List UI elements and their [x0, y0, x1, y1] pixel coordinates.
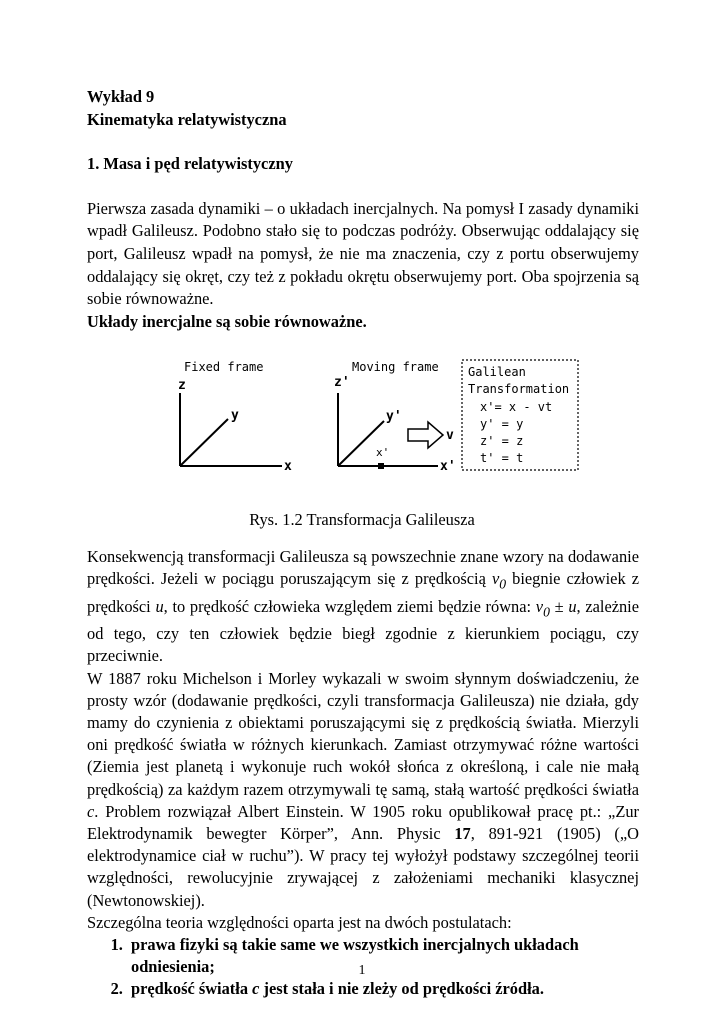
- volume-number: 17: [454, 824, 471, 843]
- postulates-intro: Szczególna teoria względności oparta jest na dwóch postulatach:: [87, 912, 512, 932]
- page-body: [87, 546, 639, 1001]
- v0-base: v: [491, 569, 500, 589]
- v0-subscript: 0: [543, 603, 550, 619]
- velocity-arrow-icon: [408, 422, 443, 448]
- text-run: prędkość światła: [131, 979, 253, 999]
- text-run: biegnie człowiek z prędkości: [87, 569, 639, 616]
- v0-base: v: [535, 596, 544, 616]
- box-title-line1: Galilean: [468, 365, 526, 379]
- text-run: . Problem rozwiązał Albert Einstein. W 1905 roku opublikował pracę pt.: „Zur Elektrodynamik bewegter Körper”, Ann. Physic: [87, 801, 639, 843]
- lecture-number: Wykład 9: [87, 87, 155, 106]
- section-heading: 1. Masa i pęd relatywistyczny: [87, 154, 293, 174]
- galilean-transformation-figure: [176, 356, 582, 476]
- v0-symbol: [491, 569, 507, 592]
- moving-frame-label: Moving frame: [352, 360, 439, 374]
- moving-x-label: x': [440, 459, 456, 474]
- lecture-topic: Kinematyka relatywistyczna: [87, 109, 287, 129]
- plus-minus: ±: [549, 596, 569, 616]
- text-run: W 1887 roku Michelson i Morley wykazali w swoim słynnym doświadczeniu, że prosty wzór (dodawanie prędkości, czyli transformacja Galileusza) nie działa, gdy mamy do czynienia z obiektami poruszającymi się z prędkością światła. Mierzyli oni prędkość światła w różnych kierunkach. Zamiast otrzymywać różne wartości (Ziemia jest planetą i wykonuje ruch wokół słońca z określoną, i cale nie małą prędkością) za każdym razem otrzymywali tę samą, stałą wartość prędkości światła: [87, 668, 639, 799]
- figure-caption: Rys. 1.2 Transformacja Galileusza: [249, 510, 475, 529]
- equation-y: y' = y: [480, 417, 524, 431]
- v0-symbol: [535, 596, 550, 619]
- u-symbol: u: [155, 596, 164, 616]
- text-run: , zależnie od tego, czy ten człowiek będzie biegł zgodnie z kierunkiem pociągu, czy przeciwnie.: [87, 596, 640, 666]
- fixed-x-label: x: [284, 459, 292, 474]
- c-symbol: c: [252, 979, 260, 999]
- x-prime-marker-label: x': [376, 446, 390, 459]
- bold-statement: Układy inercjalne są sobie równoważne.: [87, 311, 367, 331]
- equation-t: t' = t: [480, 451, 524, 465]
- text-run: , 891-921 (1905) („O elektrodynamice ciał w ruchu”). W pracy tej wyłożył podstawy szczególnej teorii względności, rewolucyjnie zrywającej z założeniami mechaniki klasycznej (Newtonowskiej).: [87, 824, 639, 910]
- equation-z: z' = z: [480, 434, 524, 448]
- velocity-label: v: [446, 428, 454, 443]
- moving-y-label: y': [386, 409, 402, 424]
- c-symbol: c: [87, 801, 95, 821]
- fixed-frame-label: Fixed frame: [184, 360, 264, 374]
- velocity-addition-paragraph: [87, 546, 639, 668]
- text-run: , to prędkość człowieka względem ziemi będzie równa:: [163, 596, 536, 616]
- postulate-item: 1. prawa fizyki są takie same we wszystkich inercjalnych układach odniesienia;: [127, 934, 639, 978]
- page-number: 1: [358, 963, 366, 978]
- v0-subscript: 0: [499, 576, 507, 592]
- text-run: Konsekwencją transformacji Galileusza są powszechnie znane wzory na dodawanie prędkości. Jeżeli w pociągu poruszającym się z prędkością: [87, 547, 639, 589]
- michelson-morley-paragraph: [87, 668, 639, 912]
- page-top: [87, 86, 639, 333]
- fixed-y-label: y: [231, 408, 239, 423]
- box-title-line2: Transformation: [468, 382, 570, 396]
- equation-x: x'= x - vt: [480, 400, 553, 414]
- intro-paragraph: Pierwsza zasada dynamiki – o układach inercjalnych. Na pomysł I zasady dynamiki wpadł Galileusz. Podobno stało się to podczas podróży. Obserwując oddalający się port, Galileusz wpadł na pomysł, że nie ma znaczenia, czy z portu obserwujemy oddalający się okręt, czy też z pokładu okrętu obserwujemy port. Oba spojrzenia są sobie równoważne.: [87, 198, 639, 309]
- u-symbol: u: [568, 596, 577, 616]
- postulate-item: [127, 978, 639, 1000]
- text-run: jest stała i nie zleży od prędkości źródła.: [259, 979, 544, 999]
- moving-z-label: z': [334, 375, 350, 390]
- fixed-z-label: z: [178, 378, 186, 393]
